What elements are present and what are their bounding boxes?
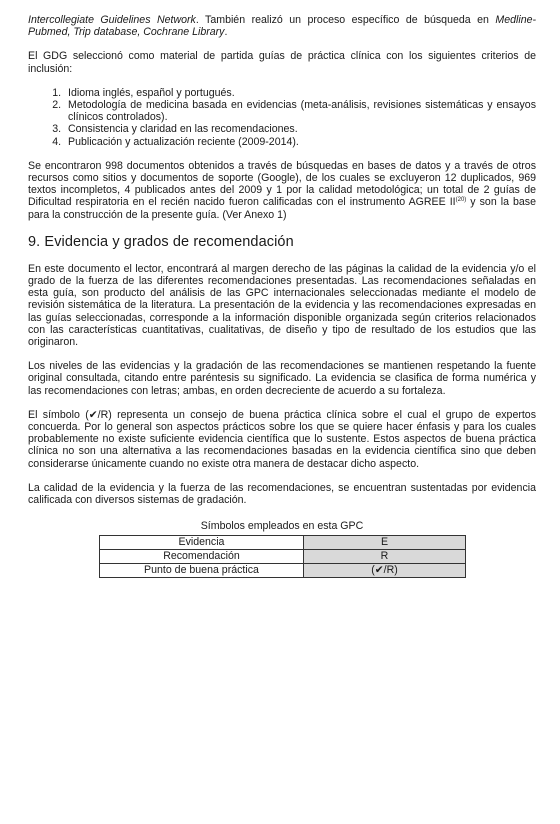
table-cell-label: Evidencia [99, 536, 304, 550]
table-cell-value: R [304, 550, 465, 564]
guidelines-network-name: Intercollegiate Guidelines Network [28, 14, 196, 26]
table-cell-value: E [304, 536, 465, 550]
table-cell-value: (✔/R) [304, 564, 465, 578]
intro-paragraph-2: El GDG seleccionó como material de partida guías de práctica clínica con los siguientes criterios de inclusión: [28, 50, 536, 75]
table-cell-label: Recomendación [99, 550, 304, 564]
section-paragraph: Los niveles de las evidencias y la gradación de las recomendaciones se mantienen respetando la fuente original consultada, citando entre paréntesis su significado. La evidencia se clasifica de forma numérica y las recomendaciones con letras; ambas, en orden decreciente de acuerdo a su fortaleza. [28, 360, 536, 397]
table-cell-label: Punto de buena práctica [99, 564, 304, 578]
list-item: 3. Consistencia y claridad en las recomendaciones. [64, 123, 536, 135]
search-results-text: Se encontraron 998 documentos obtenidos a través de búsquedas en bases de datos y a través de otros recursos como sitios y documentos de soporte (Google), de los cuales se excluyeron 12 duplicados, 969 textos incompletos, 4 publicados antes del 2009 y 1 por la calidad metodológica; un total de 2 guías de Dificultad respiratoria en el recién nacido fueron calificadas con el instrumento AGREE II [28, 159, 536, 209]
list-item: 2. Metodología de medicina basada en evidencias (meta-análisis, revisiones sistemáticas y ensayos clínicos controlados). [64, 99, 536, 123]
section-paragraph: En este documento el lector, encontrará al margen derecho de las páginas la calidad de la evidencia y/o el grado de la fuerza de las diferentes recomendaciones presentadas. Las recomendaciones señaladas en esta guía, son producto del análisis de las GPC internacionales seleccionadas mediante el modelo de revisión sistemática de la literatura. La presentación de la evidencia y las recomendaciones expresadas en las guías seleccionadas, corresponde a la información disponible organizada según criterios relacionados con las características cuantitativas, cualitativas, de diseño y tipo de resultado de los estudios que las originaron. [28, 262, 536, 349]
table-caption: Símbolos empleados en esta GPC [200, 520, 364, 533]
citation-superscript: (20) [455, 197, 467, 204]
table-row [99, 564, 465, 578]
intro-end: . [224, 26, 228, 39]
intro-paragraph-1 [28, 14, 536, 38]
search-results-text-end: y son la base para la construcción de la presente guía. (Ver Anexo 1) [28, 196, 537, 221]
intro-text: . También realizó un proceso específico de búsqueda en [195, 14, 496, 26]
databases-list: Medline-Pubmed, Trip database, Cochrane Library [28, 14, 537, 39]
symbols-table [99, 535, 466, 578]
section-paragraph: La calidad de la evidencia y la fuerza de las recomendaciones, se encuentran sustentadas por evidencia calificada con diversos sistemas de gradación. [28, 481, 536, 507]
search-results-paragraph [28, 160, 536, 221]
inclusion-criteria-list [28, 87, 536, 148]
table-row [99, 550, 465, 564]
list-item: 1. Idioma inglés, español y portugués. [64, 87, 536, 99]
list-item: 4. Publicación y actualización reciente (2009-2014). [64, 136, 536, 148]
section-heading: 9. Evidencia y grados de recomendación [28, 233, 294, 250]
table-row [99, 536, 465, 550]
section-paragraph: El símbolo (✔/R) representa un consejo de buena práctica clínica sobre el cual el grupo de expertos concuerda. Por lo general son aspectos prácticos sobre los que se quiere hacer énfasis y para los cuales probablemente no existe suficiente evidencia científica que lo sustente. Estos aspectos de buena práctica clínica no son una alternativa a las recomendaciones basadas en la evidencia científica sino que deben considerarse únicamente cuando no existe otra manera de destacar dicho aspecto. [28, 408, 536, 470]
